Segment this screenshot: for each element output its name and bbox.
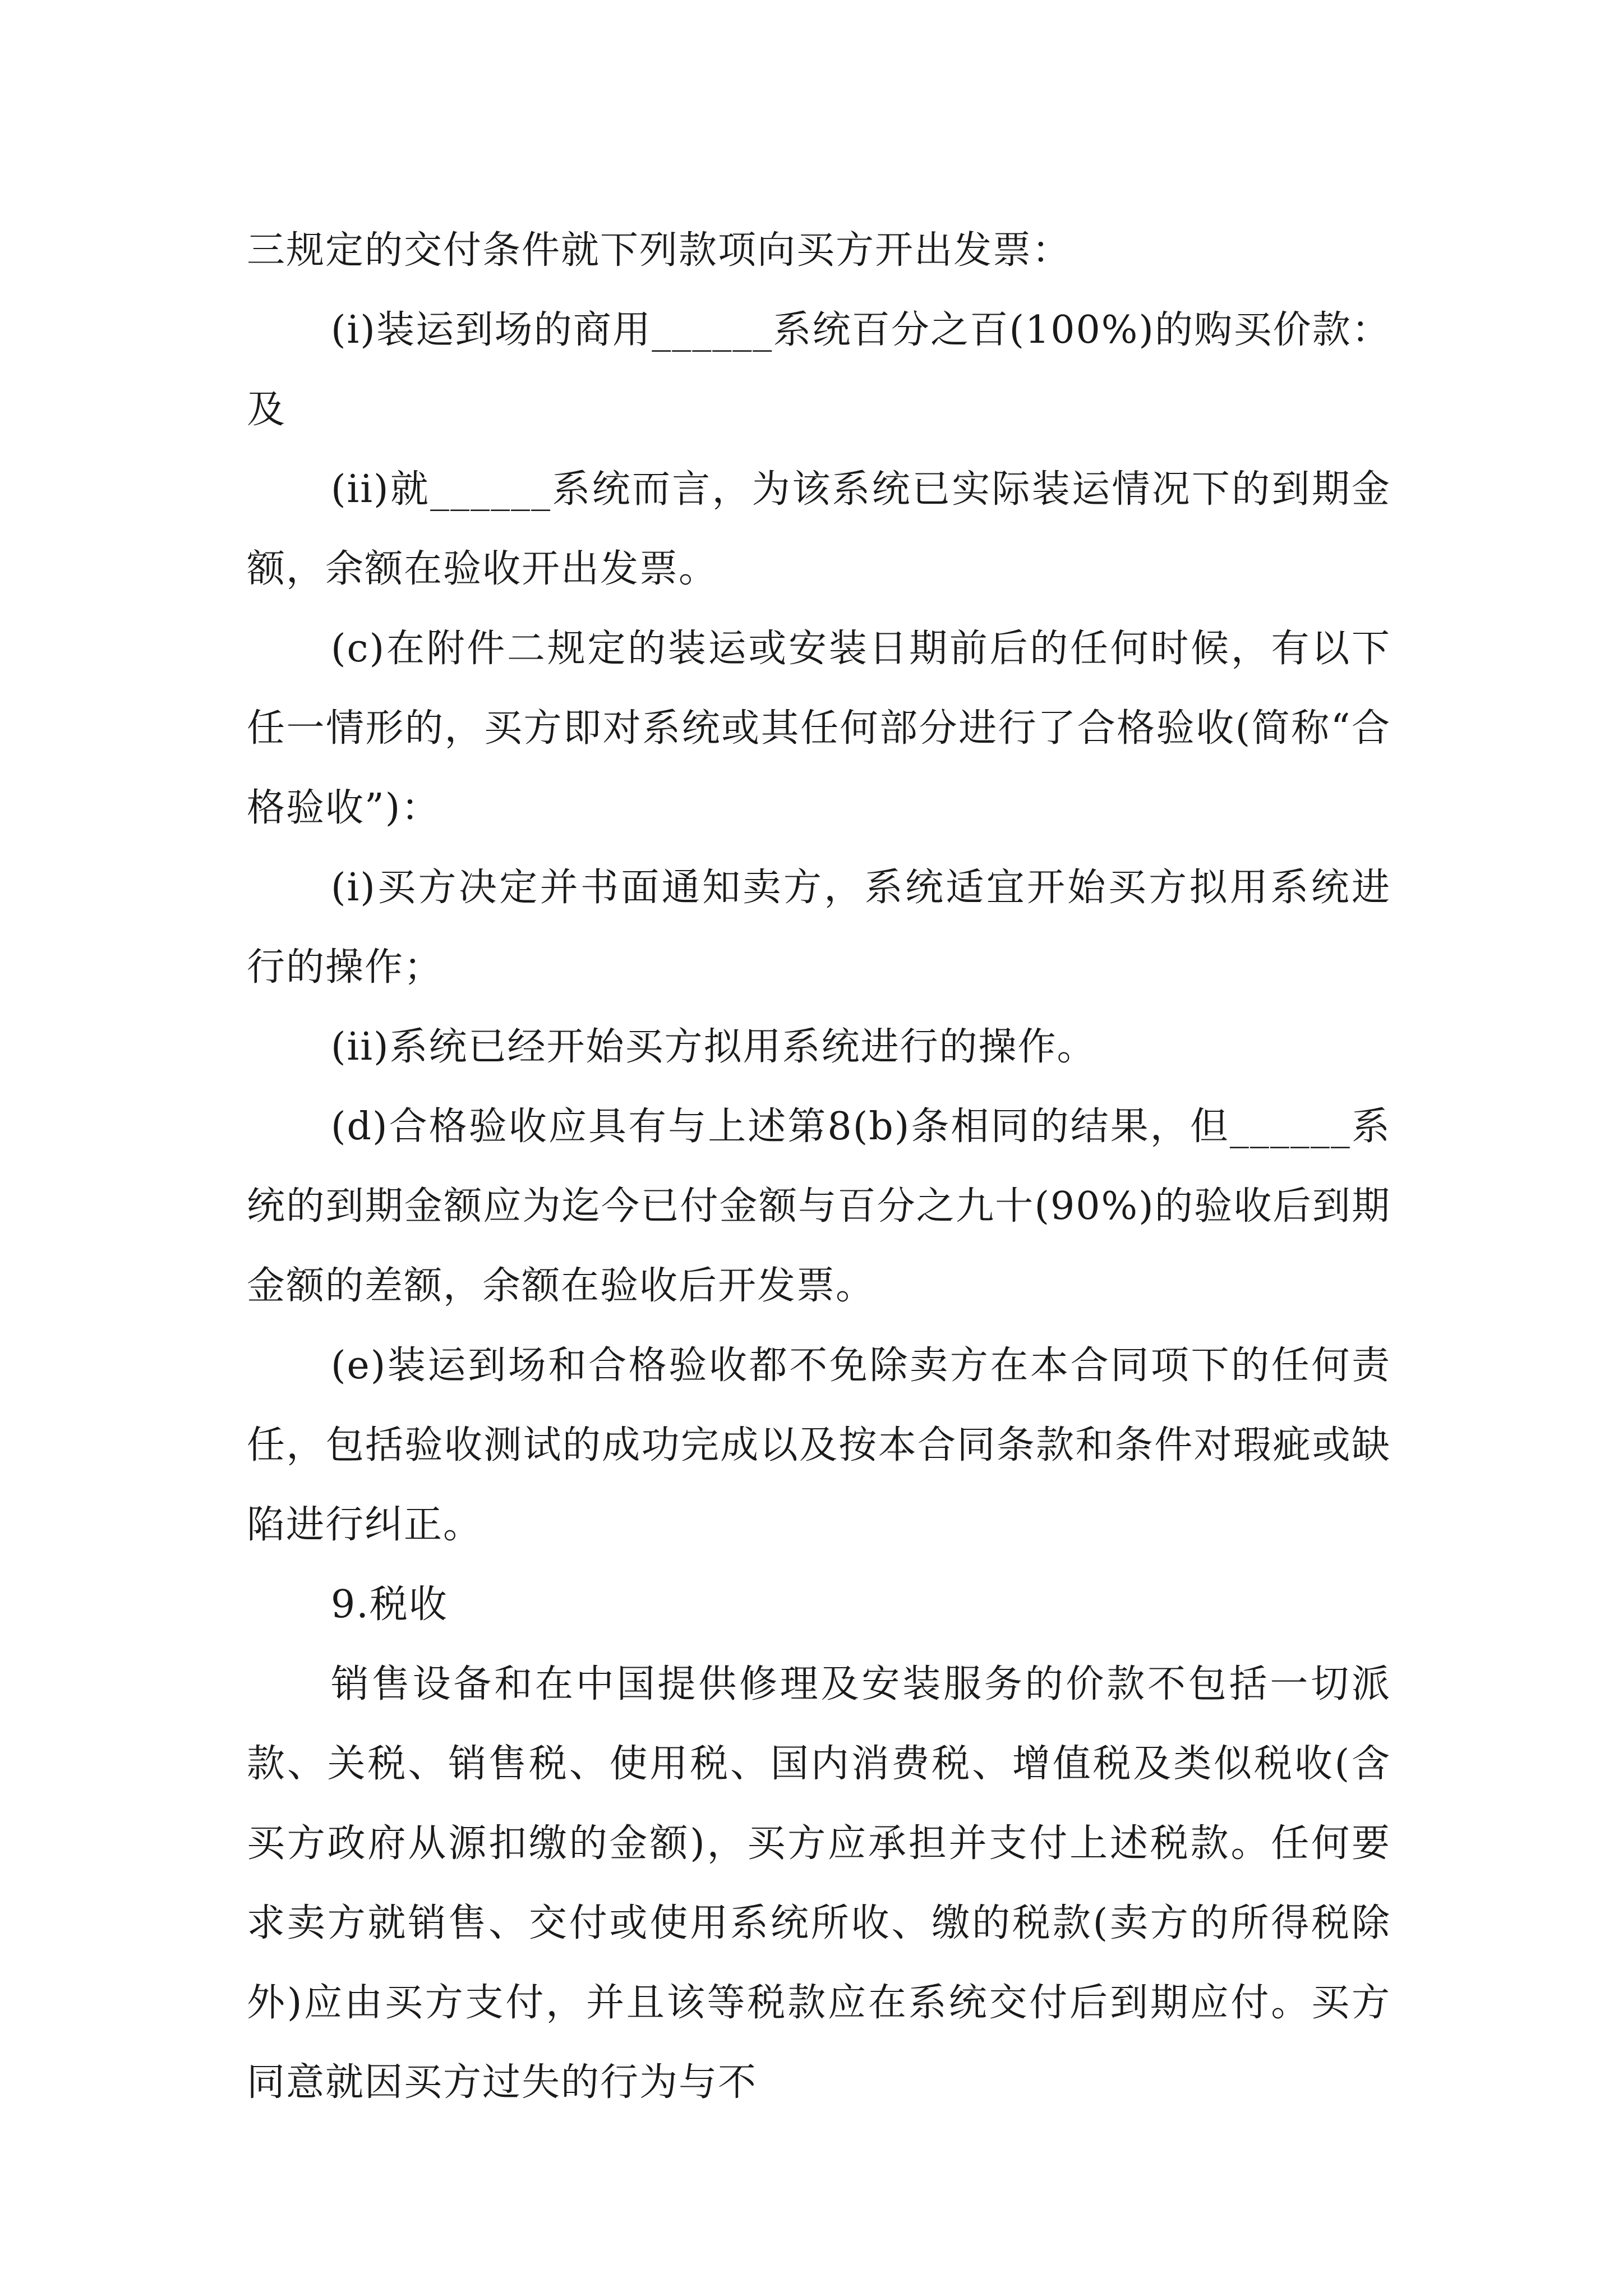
paragraph-4: (c)在附件二规定的装运或安装日期前后的任何时候，有以下任一情形的，买方即对系统或其任何部分进行了合格验收(简称“合格验收”)： [247, 627, 1391, 830]
document-body [247, 211, 1391, 2123]
paragraph-10: 销售设备和在中国提供修理及安装服务的价款不包括一切派款、关税、销售税、使用税、国内消费税、增值税及类似税收(含买方政府从源扣缴的金额)，买方应承担并支付上述税款。任何要求卖方就销售、交付或使用系统所收、缴的税款(卖方的所得税除外)应由买方支付，并且该等税款应在系统交付后到期应付。买方同意就因买方过失的行为与不 [247, 1662, 1391, 2105]
paragraph-7: (d)合格验收应具有与上述第8(b)条相同的结果，但______系统的到期金额应为迄今已付金额与百分之九十(90%)的验收后到期金额的差额，余额在验收后开发票。 [247, 1105, 1391, 1308]
paragraph-2: (i)装运到场的商用______系统百分之百(100%)的购买价款：及 [247, 308, 1391, 432]
paragraph-6: (ii)系统已经开始买方拟用系统进行的操作。 [331, 1025, 1096, 1069]
paragraph-1: 三规定的交付条件就下列款项向买方开出发票： [247, 228, 1072, 273]
paragraph-5: (i)买方决定并书面通知卖方，系统适宜开始买方拟用系统进行的操作； [247, 866, 1391, 990]
section-heading-taxes: 9.税收 [331, 1582, 448, 1627]
paragraph-3: (ii)就______系统而言，为该系统已实际装运情况下的到期金额，余额在验收开出发票。 [247, 467, 1391, 591]
paragraph-8: (e)装运到场和合格验收都不免除卖方在本合同项下的任何责任，包括验收测试的成功完成以及按本合同条款和条件对瑕疵或缺陷进行纠正。 [247, 1343, 1391, 1547]
